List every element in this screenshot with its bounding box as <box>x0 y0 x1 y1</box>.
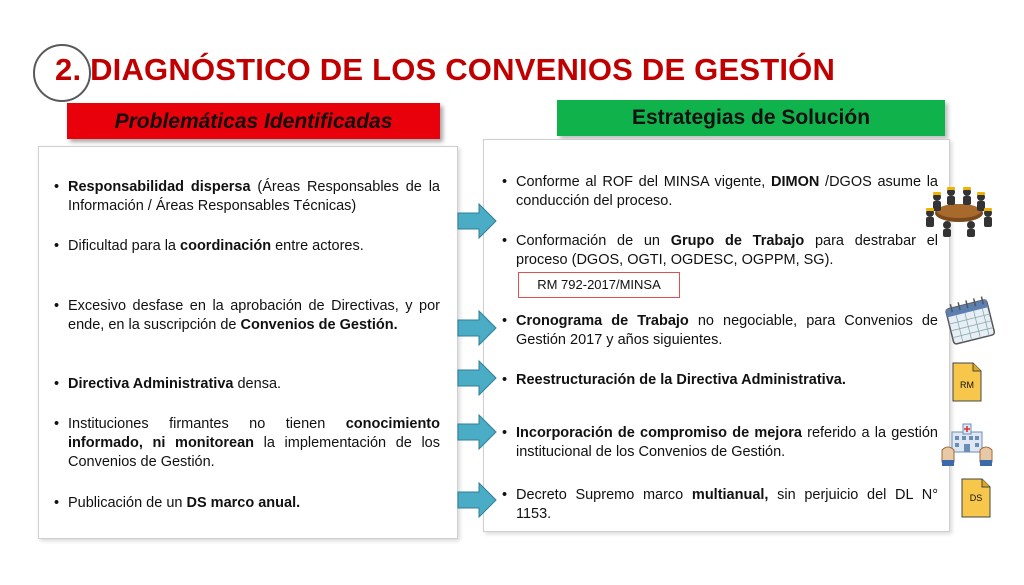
text-run: Instituciones firmantes no tienen <box>68 416 346 432</box>
text-run: Conformación de un <box>516 233 671 249</box>
text-run: DS marco anual. <box>186 495 301 511</box>
right-arrow-icon <box>457 482 497 518</box>
strategy-item: • Incorporación de compromiso de mejora referido a la gestión institucional de los Convenios de Gestión. <box>502 425 938 460</box>
text-run: coordinación <box>180 238 272 254</box>
page-title: 2. DIAGNÓSTICO DE LOS CONVENIOS DE GESTIÓN <box>55 52 836 87</box>
strategy-item: • Conforme al ROF del MINSA vigente, DIMON /DGOS asume la conducción del proceso. <box>502 174 938 209</box>
text-run: /DGOS asume la conducción del proceso. <box>516 174 938 209</box>
right-arrow-icon <box>457 414 497 450</box>
text-run: conocimiento informado, ni monitorean <box>68 416 440 451</box>
text-run: Grupo de Trabajo <box>670 233 805 249</box>
text-run: la implementación de los Convenios de Gestión. <box>68 435 440 470</box>
text-run: Directiva Administrativa <box>68 376 234 392</box>
strategy-item: • Conformación de un Grupo de Trabajo para destrabar el proceso (DGOS, OGTI, OGDESC, OGPPM, SG). <box>502 233 939 268</box>
rm-badge: RM 792-2017/MINSA <box>518 272 680 298</box>
strategy-item: • Reestructuración de la Directiva Administrativa. <box>502 372 846 388</box>
problems-header: Problemáticas Identificadas <box>67 103 440 139</box>
strategies-header: Estrategias de Solución <box>557 100 945 136</box>
text-run: densa. <box>233 376 282 392</box>
ds-document-label: DS <box>969 493 983 503</box>
text-run: Publicación de un <box>68 495 187 511</box>
text-run: referido a la gestión institucional de los Convenios de Gestión. <box>516 425 938 460</box>
text-run: Conforme al ROF del MINSA vigente, <box>516 174 772 190</box>
text-run: (Áreas Responsables de la Información / Áreas Responsables Técnicas) <box>68 179 440 214</box>
text-run: Dificultad para la <box>68 238 181 254</box>
text-run: DIMON <box>771 174 820 190</box>
text-run: Convenios de Gestión. <box>240 317 398 333</box>
calendar-icon <box>944 296 996 346</box>
strategy-item: • Cronograma de Trabajo no negociable, para Convenios de Gestión 2017 y años siguientes. <box>502 313 938 348</box>
rm-document-label: RM <box>960 380 974 390</box>
problem-item: • Publicación de un DS marco anual. <box>54 495 301 511</box>
problem-item: • Responsabilidad dispersa (Áreas Responsables de la Información / Áreas Responsables Técnicas) <box>54 179 440 214</box>
text-run: multianual, <box>691 487 769 503</box>
text-run: Cronograma de Trabajo <box>516 313 689 329</box>
right-arrow-icon <box>457 203 497 239</box>
problem-item: • Dificultad para la coordinación entre actores. <box>54 238 364 254</box>
text-run: no negociable, para Convenios de Gestión 2017 y años siguientes. <box>516 313 938 348</box>
right-arrow-icon <box>457 360 497 396</box>
problem-item: • Excesivo desfase en la aprobación de Directivas, y por ende, en la suscripción de Convenios de Gestión. <box>54 298 440 333</box>
text-run: Responsabilidad dispersa <box>68 179 251 195</box>
text-run: Excesivo desfase en la aprobación de Directivas, y por ende, en la suscripción de <box>68 298 440 333</box>
right-arrow-icon <box>457 310 497 346</box>
strategy-item: • Decreto Supremo marco multianual, sin perjuicio del DL N° 1153. <box>502 487 938 522</box>
text-run: Reestructuración de la Directiva Administrativa. <box>516 372 846 388</box>
text-run: sin perjuicio del DL N° 1153. <box>516 487 938 522</box>
text-run: Decreto Supremo marco <box>516 487 692 503</box>
text-run: para destrabar el proceso (DGOS, OGTI, OGDESC, OGPPM, SG). <box>516 233 939 268</box>
problem-item: • Directiva Administrativa densa. <box>54 376 282 392</box>
hospital-institution-icon <box>940 420 994 468</box>
text-run: Incorporación de compromiso de mejora <box>516 425 802 441</box>
text-run: entre actores. <box>271 238 364 254</box>
meeting-group-icon <box>922 183 996 237</box>
problem-item: • Instituciones firmantes no tienen conocimiento informado, ni monitorean la implementación de los Convenios de Gestión. <box>54 416 440 470</box>
